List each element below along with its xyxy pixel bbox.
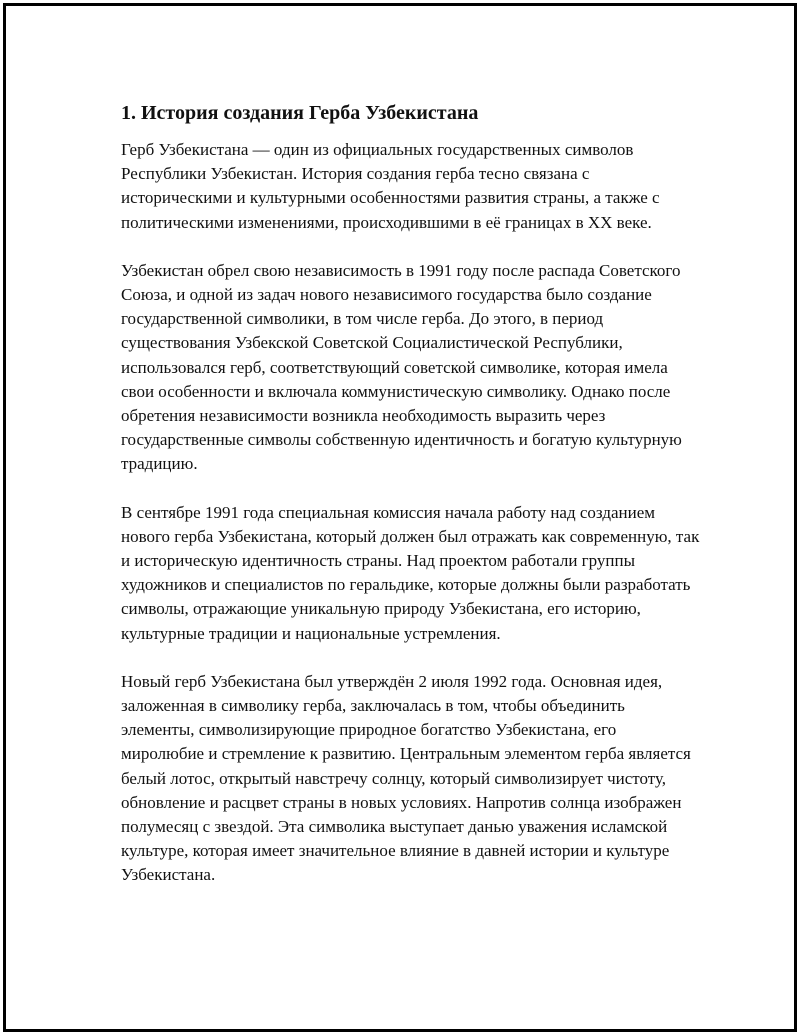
document-body [121,100,701,912]
page-frame [3,3,797,1032]
paragraph-4: Новый герб Узбекистана был утверждён 2 июля 1992 года. Основная идея, заложенная в символику герба, заключалась в том, чтобы объединить элементы, символизирующие природное богатство Узбекистана, его миролюбие и стремление к развитию. Центральным элементом герба является белый лотос, открытый навстречу солнцу, который символизирует чистоту, обновление и расцвет страны в новых условиях. Напротив солнца изображен полумесяц с звездой. Эта символика выступает данью уважения исламской культуре, которая имеет значительное влияние в давней истории и культуре Узбекистана. [121,671,691,885]
paragraph-1: Герб Узбекистана — один из официальных государственных символов Республики Узбекистан. История создания герба тесно связана с историческими и культурными особенностями развития страны, а также с политическими изменениями, происходившими в её границах в XX веке. [121,140,660,232]
paragraph-2: Узбекистан обрел свою независимость в 1991 году после распада Советского Союза, и одной из задач нового независимого государства было создание государственной символики, в том числе герба. До этого, в период существования Узбекской Советской Социалистической Республики, использовался герб, соответствующий советской символике, которая имела свои особенности и включала коммунистическую символику. Однако после обретения независимости возникла необходимость выразить через государственные символы собственную идентичность и богатую культурную традицию. [121,260,682,474]
paragraph-3: В сентябре 1991 года специальная комиссия начала работу над созданием нового герба Узбекистана, который должен был отражать как современную, так и историческую идентичность страны. Над проектом работали группы художников и специалистов по геральдике, которые должны были разработать символы, отражающие уникальную природу Узбекистана, его историю, культурные традиции и национальные устремления. [121,502,700,643]
section-heading: 1. История создания Герба Узбекистана [121,102,479,124]
